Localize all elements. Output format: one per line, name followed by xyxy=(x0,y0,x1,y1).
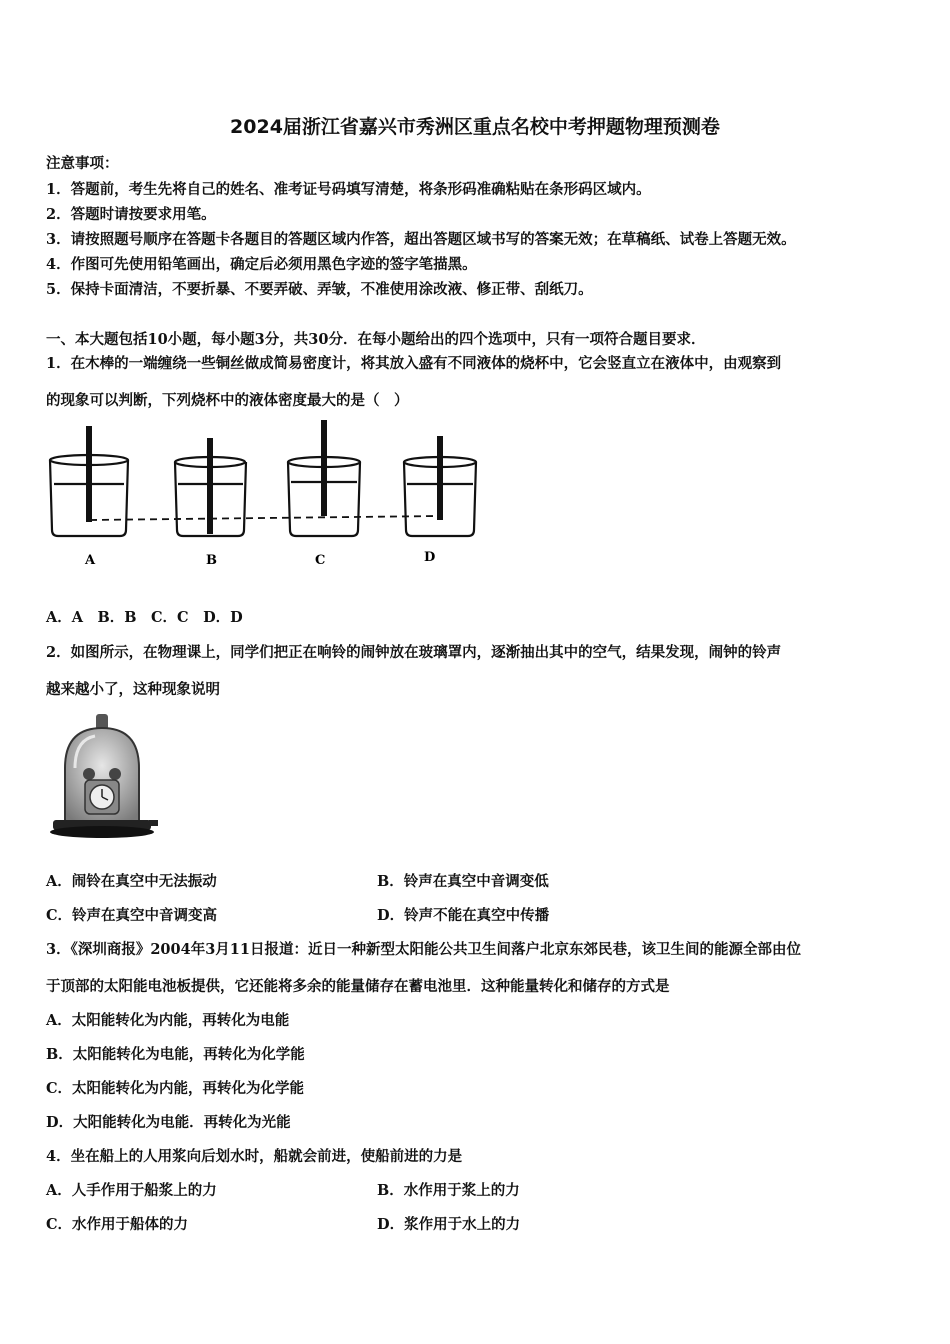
hydrometer-rod-d xyxy=(437,436,443,520)
question-4-stem: 4．坐在船上的人用浆向后划水时，船就会前进，使船前进的力是 xyxy=(46,1148,463,1165)
question-3-option-a: A．太阳能转化为内能，再转化为电能 xyxy=(46,1012,290,1029)
figure-label-a: A xyxy=(85,553,96,568)
question-3-option-b: B．太阳能转化为电能，再转化为化学能 xyxy=(46,1046,305,1063)
question-2-stem: 2．如图所示，在物理课上，同学们把正在响铃的闹钟放在玻璃罩内，逐渐抽出其中的空气，结果发现，闹钟的铃声 xyxy=(46,644,782,661)
figure-label-d: D xyxy=(424,550,436,565)
question-2-option-c: C．铃声在真空中音调变高 xyxy=(46,907,218,924)
question-3-option-d: D．大阳能转化为电能．再转化为光能 xyxy=(46,1114,291,1131)
figure-label-c: C xyxy=(315,553,326,568)
notice-item: 4．作图可先使用铅笔画出，确定后必须用黑色字迹的签字笔描黑。 xyxy=(46,256,477,273)
question-1-stem: 1．在木棒的一端缠绕一些铜丝做成简易密度计，将其放入盛有不同液体的烧杯中，它会竖直立在液体中，由观察到 xyxy=(46,355,782,372)
bell-jar-figure xyxy=(45,710,160,845)
hydrometer-rod-b xyxy=(207,438,213,534)
question-3-stem: 3．《深圳商报》2004年3月11日报道：近日一种新型太阳能公共卫生间落户北京东郊民巷，该卫生间的能源全部由位 xyxy=(46,941,801,958)
question-2-option-a: A．闹铃在真空中无法振动 xyxy=(46,873,217,890)
section-heading: 一、本大题包括10小题，每小题3分，共30分．在每小题给出的四个选项中，只有一项符合题目要求． xyxy=(46,331,706,348)
page-title: 2024届浙江省嘉兴市秀洲区重点名校中考押题物理预测卷 xyxy=(230,116,720,138)
question-1-stem-cont: 的现象可以判断，下列烧杯中的液体密度最大的是（ ） xyxy=(46,392,409,409)
notice-item: 3．请按照题号顺序在答题卡各题目的答题区域内作答，超出答题区域书写的答案无效；在草稿纸、试卷上答题无效。 xyxy=(46,231,796,248)
question-4-option-c: C．水作用于船体的力 xyxy=(46,1216,189,1233)
hydrometer-rod-a xyxy=(86,426,92,522)
reference-dashed-line xyxy=(90,516,440,520)
notice-heading: 注意事项： xyxy=(46,155,119,172)
question-1-options: A．A B．B C．C D．D xyxy=(46,609,243,626)
notice-item: 2．答题时请按要求用笔。 xyxy=(46,206,216,223)
hydrometer-rod-c xyxy=(321,420,327,516)
question-4-option-d: D．浆作用于水上的力 xyxy=(377,1216,521,1233)
question-2-option-d: D．铃声不能在真空中传播 xyxy=(377,907,550,924)
question-3-option-c: C．太阳能转化为内能，再转化为化学能 xyxy=(46,1080,305,1097)
hydrometer-beakers-figure xyxy=(40,412,490,577)
figure-label-b: B xyxy=(206,553,217,568)
notice-item: 1．答题前，考生先将自己的姓名、准考证号码填写清楚，将条形码准确粘贴在条形码区域内。 xyxy=(46,181,651,198)
notice-item: 5．保持卡面清洁，不要折暴、不要弄破、弄皱，不准使用涂改液、修正带、刮纸刀。 xyxy=(46,281,593,298)
question-2-option-b: B．铃声在真空中音调变低 xyxy=(377,873,549,890)
question-3-stem-cont: 于顶部的太阳能电池板提供，它还能将多余的能量储存在蓄电池里．这种能量转化和储存的方式是 xyxy=(46,978,670,995)
question-4-option-b: B．水作用于浆上的力 xyxy=(377,1182,520,1199)
question-4-option-a: A．人手作用于船浆上的力 xyxy=(46,1182,217,1199)
question-2-stem-cont: 越来越小了，这种现象说明 xyxy=(46,681,220,698)
